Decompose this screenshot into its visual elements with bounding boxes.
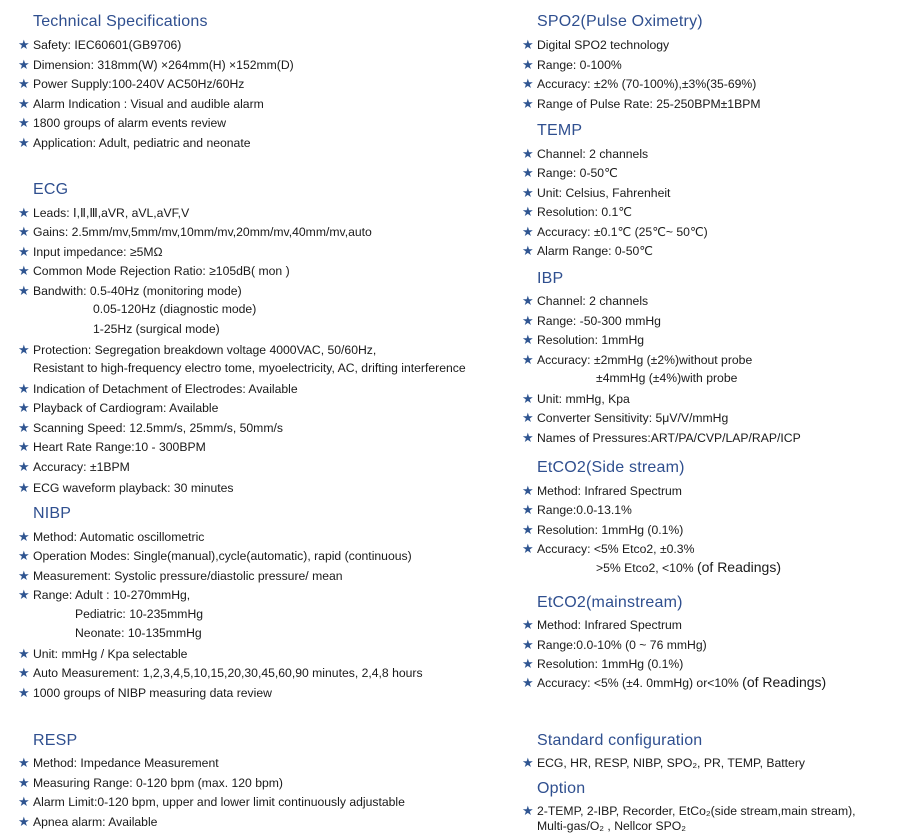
tech-item: ★ Application: Adult, pediatric and neonate [18, 135, 251, 150]
ecg-item: ★ Playback of Cardiogram: Available [18, 400, 219, 415]
tech-item: ★ Safety: IEC60601(GB9706) [18, 37, 182, 52]
star-bullet-icon: ★ [522, 430, 534, 445]
star-bullet-icon: ★ [522, 803, 534, 818]
star-bullet-icon: ★ [18, 400, 30, 415]
star-bullet-icon: ★ [18, 794, 30, 809]
temp-item: ★ Alarm Range: 0-50℃ [522, 243, 653, 258]
standard-item: ★ ECG, HR, RESP, NIBP, SPO₂, PR, TEMP, Battery [522, 755, 805, 770]
nibp-item: ★ Operation Modes: Single(manual),cycle(automatic), rapid (continuous) [18, 548, 412, 563]
ecg-item: ★ Protection: Segregation breakdown voltage 4000VAC, 50/60Hz, [18, 342, 377, 357]
star-bullet-icon: ★ [18, 76, 30, 91]
ibp-item: ★ Channel: 2 channels [522, 293, 649, 308]
star-bullet-icon: ★ [522, 617, 534, 632]
etco2-side-accuracy-continued: >5% Etco2, <10% (of Readings) [596, 559, 782, 575]
etco2-main-item: ★ Method: Infrared Spectrum [522, 617, 682, 632]
ibp-item: ★ Resolution: 1mmHg [522, 332, 645, 347]
star-bullet-icon: ★ [522, 96, 534, 111]
etco2-side-item: ★ Resolution: 1mmHg (0.1%) [522, 522, 684, 537]
star-bullet-icon: ★ [18, 283, 30, 298]
star-bullet-icon: ★ [522, 224, 534, 239]
star-bullet-icon: ★ [522, 410, 534, 425]
ecg-bandwidth-continued: 0.05-120Hz (diagnostic mode) [93, 302, 257, 316]
etco2-side-item: ★ Method: Infrared Spectrum [522, 483, 682, 498]
star-bullet-icon: ★ [522, 293, 534, 308]
nibp-item: ★ 1000 groups of NIBP measuring data review [18, 685, 272, 700]
star-bullet-icon: ★ [18, 37, 30, 52]
ecg-item: ★ Accuracy: ±1BPM [18, 459, 130, 474]
etco2-main-item: ★ Resolution: 1mmHg (0.1%) [522, 656, 684, 671]
ecg-item: ★ Gains: 2.5mm/mv,5mm/mv,10mm/mv,20mm/mv,40mm/mv,auto [18, 224, 372, 239]
star-bullet-icon: ★ [18, 57, 30, 72]
star-bullet-icon: ★ [18, 439, 30, 454]
star-bullet-icon: ★ [18, 263, 30, 278]
ecg-item: ★ Leads: Ⅰ,Ⅱ,Ⅲ,aVR, aVL,aVF,V [18, 205, 190, 220]
ecg-item: ★ ECG waveform playback: 30 minutes [18, 480, 234, 495]
star-bullet-icon: ★ [522, 675, 534, 690]
tech-item: ★ 1800 groups of alarm events review [18, 115, 227, 130]
star-bullet-icon: ★ [18, 96, 30, 111]
section-title-temp: TEMP [537, 122, 583, 139]
temp-item: ★ Resolution: 0.1℃ [522, 204, 632, 219]
star-bullet-icon: ★ [522, 656, 534, 671]
star-bullet-icon: ★ [18, 381, 30, 396]
star-bullet-icon: ★ [18, 224, 30, 239]
section-title-ibp: IBP [537, 270, 564, 287]
resp-item: ★ Apnea alarm: Available [18, 814, 158, 829]
resp-item: ★ Method: Impedance Measurement [18, 755, 219, 770]
nibp-item: ★ Measurement: Systolic pressure/diastolic pressure/ mean [18, 568, 343, 583]
star-bullet-icon: ★ [522, 483, 534, 498]
temp-item: ★ Range: 0-50℃ [522, 165, 618, 180]
star-bullet-icon: ★ [522, 755, 534, 770]
star-bullet-icon: ★ [522, 165, 534, 180]
spo2-item: ★ Range of Pulse Rate: 25-250BPM±1BPM [522, 96, 761, 111]
option-item-continued: Multi-gas/O₂ , Nellcor SPO₂ [537, 819, 686, 833]
star-bullet-icon: ★ [522, 37, 534, 52]
star-bullet-icon: ★ [522, 204, 534, 219]
section-title-option: Option [537, 780, 586, 797]
star-bullet-icon: ★ [522, 502, 534, 517]
star-bullet-icon: ★ [18, 459, 30, 474]
etco2-side-item: ★ Range:0.0-13.1% [522, 502, 632, 517]
ecg-item: ★ Heart Rate Range:10 - 300BPM [18, 439, 206, 454]
star-bullet-icon: ★ [18, 665, 30, 680]
nibp-item: ★ Auto Measurement: 1,2,3,4,5,10,15,20,30,45,60,90 minutes, 2,4,8 hours [18, 665, 423, 680]
star-bullet-icon: ★ [18, 755, 30, 770]
star-bullet-icon: ★ [18, 480, 30, 495]
section-title-resp: RESP [33, 732, 78, 749]
star-bullet-icon: ★ [522, 637, 534, 652]
ecg-item: ★ Bandwith: 0.5-40Hz (monitoring mode) [18, 283, 242, 298]
star-bullet-icon: ★ [18, 646, 30, 661]
section-title-nibp: NIBP [33, 505, 72, 522]
ecg-item: ★ Common Mode Rejection Ratio: ≥105dB( mon ) [18, 263, 290, 278]
star-bullet-icon: ★ [522, 243, 534, 258]
nibp-item: ★ Range: Adult : 10-270mmHg, [18, 587, 191, 602]
star-bullet-icon: ★ [18, 342, 30, 357]
etco2-side-item: ★ Accuracy: <5% Etco2, ±0.3% [522, 541, 695, 556]
section-title-etco2-main: EtCO2(mainstream) [537, 594, 683, 611]
star-bullet-icon: ★ [522, 352, 534, 367]
star-bullet-icon: ★ [18, 135, 30, 150]
section-title-etco2-side: EtCO2(Side stream) [537, 459, 685, 476]
star-bullet-icon: ★ [522, 522, 534, 537]
ibp-item: ★ Accuracy: ±2mmHg (±2%)without probe [522, 352, 753, 367]
ibp-accuracy-continued: ±4mmHg (±4%)with probe [596, 371, 738, 385]
spo2-item: ★ Digital SPO2 technology [522, 37, 670, 52]
star-bullet-icon: ★ [18, 205, 30, 220]
resp-item: ★ Alarm Limit:0-120 bpm, upper and lower limit continuously adjustable [18, 794, 405, 809]
etco2-main-item: ★ Range:0.0-10% (0 ~ 76 mmHg) [522, 637, 707, 652]
ecg-item: ★ Scanning Speed: 12.5mm/s, 25mm/s, 50mm/s [18, 420, 283, 435]
star-bullet-icon: ★ [18, 115, 30, 130]
section-title-spo2: SPO2(Pulse Oximetry) [537, 13, 703, 30]
ecg-item: ★ Indication of Detachment of Electrodes: Available [18, 381, 298, 396]
star-bullet-icon: ★ [18, 587, 30, 602]
nibp-range-continued: Neonate: 10-135mmHg [75, 626, 202, 640]
star-bullet-icon: ★ [522, 313, 534, 328]
ibp-item: ★ Converter Sensitivity: 5μV/V/mmHg [522, 410, 729, 425]
etco2-main-item: ★ Accuracy: <5% (±4. 0mmHg) or<10% (of Readings) [522, 674, 827, 690]
ibp-item: ★ Unit: mmHg, Kpa [522, 391, 630, 406]
option-item: ★ 2-TEMP, 2-IBP, Recorder, EtCo₂(side stream,main stream), [522, 803, 856, 818]
star-bullet-icon: ★ [18, 775, 30, 790]
star-bullet-icon: ★ [18, 529, 30, 544]
ibp-item: ★ Names of Pressures:ART/PA/CVP/LAP/RAP/ICP [522, 430, 801, 445]
star-bullet-icon: ★ [522, 57, 534, 72]
temp-item: ★ Accuracy: ±0.1℃ (25℃~ 50℃) [522, 224, 708, 239]
section-title-ecg: ECG [33, 181, 69, 198]
tech-item: ★ Dimension: 318mm(W) ×264mm(H) ×152mm(D) [18, 57, 294, 72]
star-bullet-icon: ★ [18, 420, 30, 435]
temp-item: ★ Channel: 2 channels [522, 146, 649, 161]
star-bullet-icon: ★ [18, 244, 30, 259]
star-bullet-icon: ★ [18, 685, 30, 700]
temp-item: ★ Unit: Celsius, Fahrenheit [522, 185, 671, 200]
nibp-item: ★ Unit: mmHg / Kpa selectable [18, 646, 188, 661]
star-bullet-icon: ★ [522, 76, 534, 91]
ecg-bandwidth-continued: 1-25Hz (surgical mode) [93, 322, 220, 336]
ecg-protection-continued: Resistant to high-frequency electro tome, myoelectricity, AC, drifting interference [33, 361, 466, 375]
resp-item: ★ Measuring Range: 0-120 bpm (max. 120 bpm) [18, 775, 283, 790]
spo2-item: ★ Range: 0-100% [522, 57, 622, 72]
spo2-item: ★ Accuracy: ±2% (70-100%),±3%(35-69%) [522, 76, 757, 91]
section-title-standard: Standard configuration [537, 732, 703, 749]
star-bullet-icon: ★ [18, 814, 30, 829]
star-bullet-icon: ★ [522, 391, 534, 406]
nibp-item: ★ Method: Automatic oscillometric [18, 529, 205, 544]
star-bullet-icon: ★ [522, 541, 534, 556]
nibp-range-continued: Pediatric: 10-235mmHg [75, 607, 204, 621]
ecg-item: ★ Input impedance: ≥5MΩ [18, 244, 163, 259]
star-bullet-icon: ★ [522, 185, 534, 200]
star-bullet-icon: ★ [522, 146, 534, 161]
section-title-technical: Technical Specifications [33, 13, 208, 30]
star-bullet-icon: ★ [522, 332, 534, 347]
tech-item: ★ Power Supply:100-240V AC50Hz/60Hz [18, 76, 245, 91]
ibp-item: ★ Range: -50-300 mmHg [522, 313, 661, 328]
tech-item: ★ Alarm Indication : Visual and audible alarm [18, 96, 264, 111]
star-bullet-icon: ★ [18, 568, 30, 583]
star-bullet-icon: ★ [18, 548, 30, 563]
